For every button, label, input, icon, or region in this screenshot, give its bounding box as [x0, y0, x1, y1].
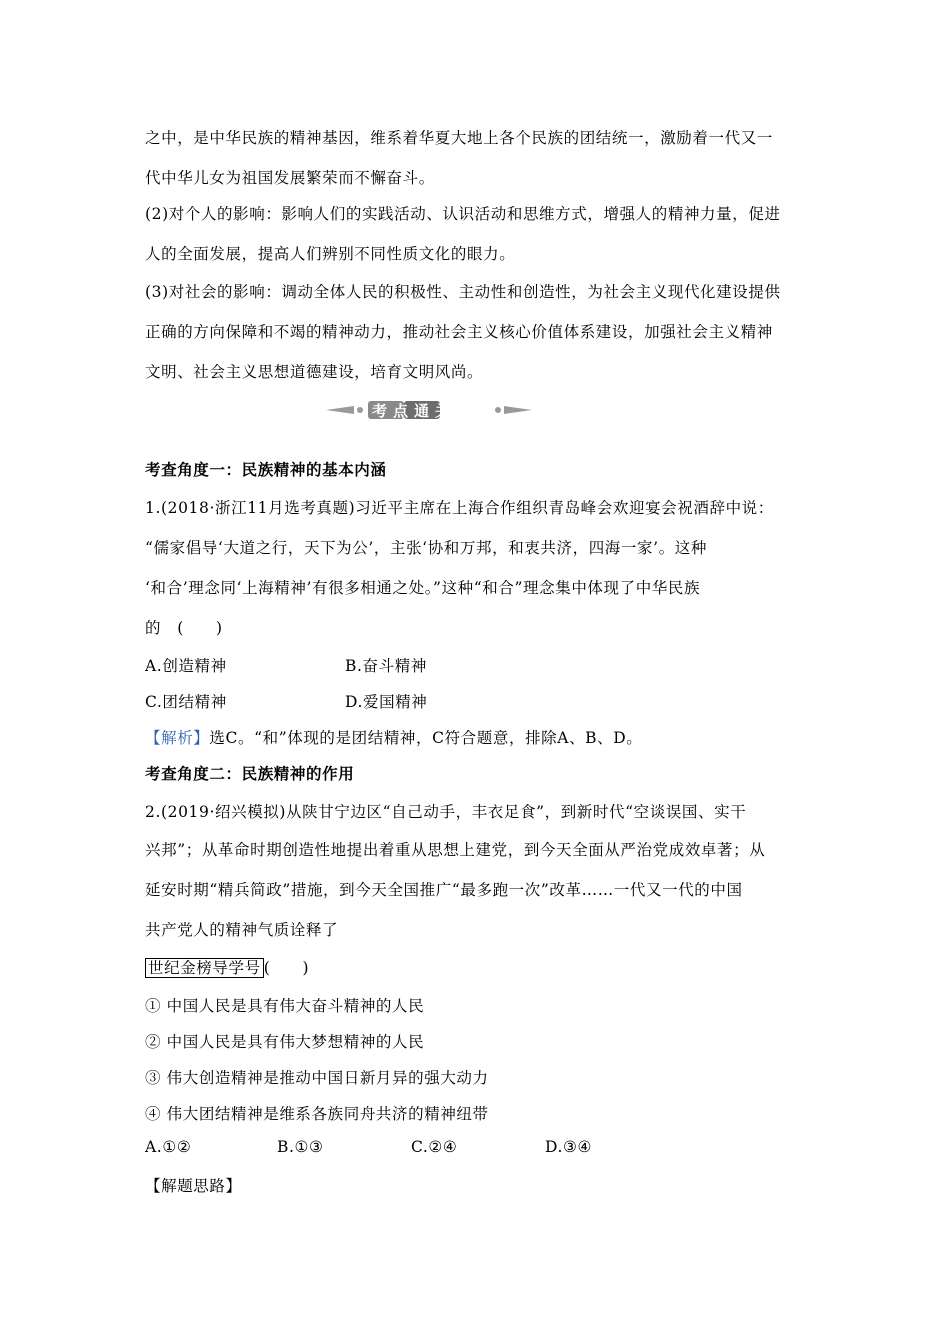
q2-statement-3: ③ 伟大创造精神是推动中国日新月异的强大动力	[145, 1069, 489, 1087]
intro-line-7: 文明、社会主义思想道德建设，培育文明风尚。	[145, 363, 484, 381]
q2-option-c[interactable]: C.②④	[411, 1138, 458, 1156]
analysis-tag: 【解析】	[145, 729, 210, 747]
section-banner	[324, 398, 534, 422]
answer-paren: ( )	[263, 959, 310, 977]
q1-option-a[interactable]: A.创造精神	[145, 657, 227, 675]
intro-line-3: (2)对个人的影响：影响人们的实践活动、认识活动和思维方式，增强人的精神力量，促进	[145, 205, 781, 223]
q1-line-4: 的 ( )	[145, 619, 223, 637]
q2-line-2: 兴邦”；从革命时期创造性地提出着重从思想上建党，到今天全面从严治党成效卓著；从	[145, 841, 766, 859]
q1-option-b[interactable]: B.奋斗精神	[345, 657, 427, 675]
q2-line-3: 延安时期“精兵简政”措施，到今天全国推广“最多跑一次”改革……一代又一代的中国	[145, 881, 743, 899]
section2-heading: 考查角度二：民族精神的作用	[145, 764, 355, 783]
q1-analysis	[145, 726, 642, 748]
intro-line-2: 代中华儿女为祖国发展繁荣而不懈奋斗。	[145, 169, 435, 187]
q2-line-4: 共产党人的精神气质诠释了	[145, 921, 339, 939]
q1-option-c[interactable]: C.团结精神	[145, 693, 227, 711]
intro-line-6: 正确的方向保障和不竭的精神动力，推动社会主义核心价值体系建设，加强社会主义精神	[145, 323, 773, 341]
q2-statement-4: ④ 伟大团结精神是维系各族同舟共济的精神纽带	[145, 1105, 489, 1123]
source-box-label: 世纪金榜导学号	[145, 958, 264, 978]
banner-label: 考点通关	[372, 402, 457, 420]
q2-box-line	[145, 956, 309, 978]
intro-line-5: (3)对社会的影响：调动全体人民的积极性、主动性和创造性，为社会主义现代化建设提供	[145, 283, 781, 301]
q1-line-2: “儒家倡导‘大道之行，天下为公’，主张‘协和万邦，和衷共济，四海一家’。这种	[145, 539, 707, 557]
q2-statement-2: ② 中国人民是具有伟大梦想精神的人民	[145, 1033, 425, 1051]
intro-line-4: 人的全面发展，提高人们辨别不同性质文化的眼力。	[145, 245, 516, 263]
q2-option-b[interactable]: B.①③	[277, 1138, 324, 1156]
q2-line-1: 2.(2019·绍兴模拟)从陕甘宁边区“自己动手，丰衣足食”，到新时代“空谈误国、实干	[145, 803, 747, 821]
analysis-text: 选C。“和”体现的是团结精神，C符合题意，排除A、B、D。	[209, 729, 643, 747]
q1-line-3: ‘和合’理念同‘上海精神’有很多相通之处。”这种“和合”理念集中体现了中华民族	[145, 579, 701, 597]
intro-line-1: 之中，是中华民族的精神基因，维系着华夏大地上各个民族的团结统一，激励着一代又一	[145, 129, 773, 147]
q2-hint-tag: 【解题思路】	[145, 1177, 242, 1195]
section1-heading: 考查角度一：民族精神的基本内涵	[145, 460, 387, 479]
q1-options-row-1	[145, 654, 427, 676]
q2-option-a[interactable]: A.①②	[145, 1138, 192, 1156]
q1-option-d[interactable]: D.爱国精神	[345, 693, 428, 711]
q2-options-row	[145, 1138, 592, 1156]
q1-options-row-2	[145, 690, 427, 712]
q2-option-d[interactable]: D.③④	[545, 1138, 592, 1156]
q1-line-1: 1.(2018·浙江11月选考真题)习近平主席在上海合作组织青岛峰会欢迎宴会祝酒辞中说：	[145, 499, 774, 517]
q2-statement-1: ① 中国人民是具有伟大奋斗精神的人民	[145, 997, 425, 1015]
